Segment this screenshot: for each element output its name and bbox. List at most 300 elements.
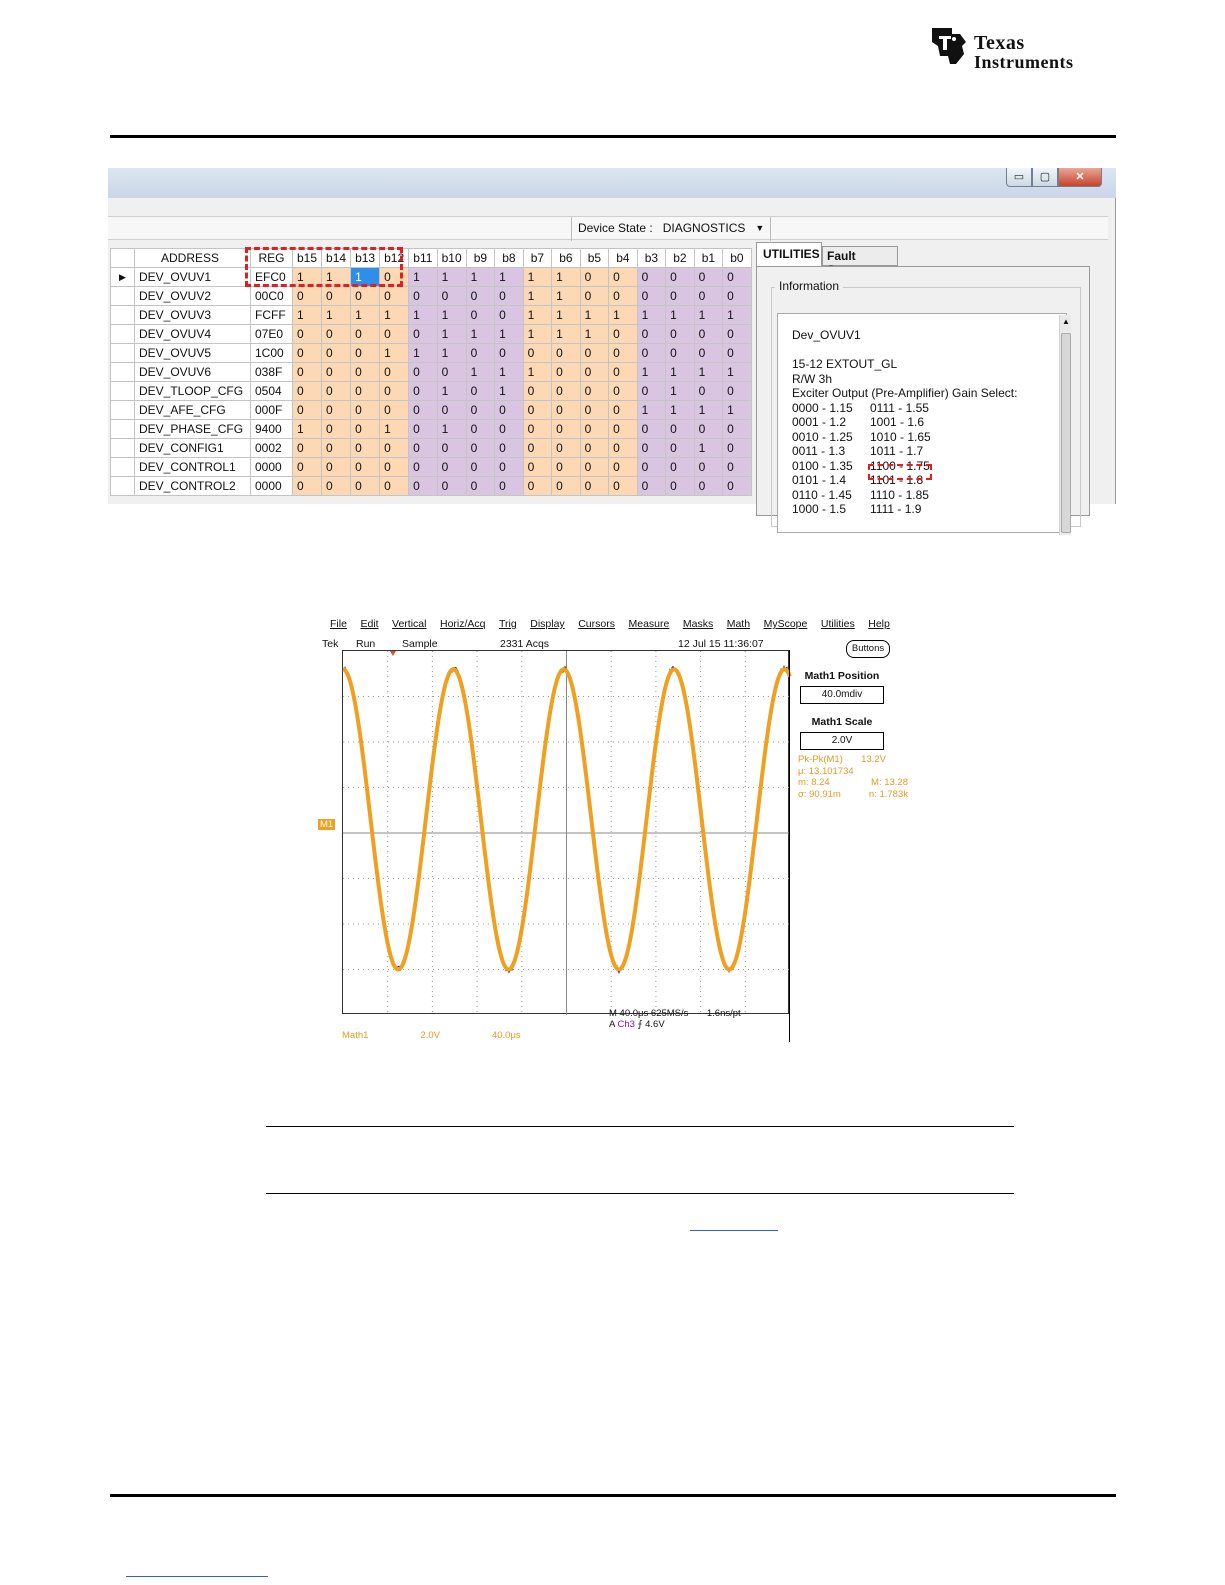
bit-cell[interactable]: 1 bbox=[552, 268, 581, 287]
grid-header-b10: b10 bbox=[437, 249, 466, 268]
bit-cell[interactable]: 0 bbox=[466, 344, 495, 363]
bit-cell[interactable]: 0 bbox=[694, 287, 723, 306]
bit-cell[interactable]: 0 bbox=[495, 439, 524, 458]
bit-cell[interactable]: 0 bbox=[580, 287, 609, 306]
bit-cell[interactable]: 1 bbox=[523, 287, 552, 306]
bit-cell[interactable]: 0 bbox=[666, 458, 695, 477]
bit-cell[interactable]: 0 bbox=[694, 458, 723, 477]
reg-value-cell[interactable]: 1C00 bbox=[251, 344, 293, 363]
bit-cell[interactable]: 0 bbox=[322, 439, 351, 458]
bit-cell[interactable]: 0 bbox=[580, 458, 609, 477]
bit-cell[interactable]: 0 bbox=[523, 344, 552, 363]
information-label: Information bbox=[775, 279, 843, 293]
grid-header-reg: REG bbox=[251, 249, 293, 268]
bit-cell[interactable]: 0 bbox=[723, 420, 752, 439]
bit-cell[interactable]: 0 bbox=[609, 363, 638, 382]
gain-row bbox=[792, 401, 1066, 416]
register-grid bbox=[110, 248, 752, 496]
gain-row bbox=[792, 502, 1066, 517]
bit-cell[interactable]: 0 bbox=[466, 477, 495, 496]
bit-cell[interactable]: 1 bbox=[637, 306, 666, 325]
bit-cell[interactable]: 0 bbox=[552, 382, 581, 401]
bit-cell[interactable]: 1 bbox=[637, 401, 666, 420]
bit-cell[interactable]: 0 bbox=[580, 382, 609, 401]
bit-cell[interactable]: 0 bbox=[637, 268, 666, 287]
row-selector[interactable] bbox=[111, 344, 135, 363]
reg-value-cell[interactable]: EFC0 bbox=[251, 268, 293, 287]
bit-cell[interactable]: 1 bbox=[694, 363, 723, 382]
bit-cell[interactable]: 1 bbox=[293, 268, 322, 287]
bit-cell[interactable]: 0 bbox=[666, 344, 695, 363]
bit-cell[interactable]: 0 bbox=[380, 458, 409, 477]
bit-cell[interactable]: 0 bbox=[437, 458, 466, 477]
bit-cell[interactable]: 1 bbox=[694, 306, 723, 325]
math-readout bbox=[342, 1030, 573, 1041]
bit-cell[interactable]: 0 bbox=[409, 458, 438, 477]
bit-cell[interactable]: 0 bbox=[293, 325, 322, 344]
bit-cell[interactable]: 0 bbox=[351, 325, 380, 344]
bit-cell[interactable]: 0 bbox=[637, 477, 666, 496]
bit-cell[interactable]: 1 bbox=[322, 306, 351, 325]
bit-cell[interactable]: 0 bbox=[523, 382, 552, 401]
bit-cell[interactable]: 0 bbox=[637, 382, 666, 401]
bit-cell[interactable]: 0 bbox=[666, 477, 695, 496]
math-position-control bbox=[792, 670, 892, 704]
bit-cell[interactable]: 0 bbox=[437, 477, 466, 496]
bit-cell[interactable]: 0 bbox=[437, 401, 466, 420]
bit-cell[interactable]: 1 bbox=[723, 306, 752, 325]
info-scrollbar[interactable] bbox=[1059, 315, 1071, 535]
bit-cell[interactable]: 1 bbox=[380, 420, 409, 439]
bit-cell[interactable]: 0 bbox=[666, 287, 695, 306]
bit-cell[interactable]: 0 bbox=[552, 401, 581, 420]
bit-cell[interactable]: 0 bbox=[466, 382, 495, 401]
bit-cell[interactable]: 0 bbox=[694, 325, 723, 344]
bit-cell[interactable]: 0 bbox=[322, 420, 351, 439]
scope-menu-utilities[interactable]: Utilities bbox=[820, 618, 855, 630]
mean-value: μ: 13.101734 bbox=[798, 765, 854, 777]
bit-cell[interactable]: 0 bbox=[723, 477, 752, 496]
bit-cell[interactable]: 0 bbox=[723, 325, 752, 344]
table-row[interactable] bbox=[111, 325, 752, 344]
bit-cell[interactable]: 0 bbox=[609, 344, 638, 363]
bit-cell[interactable]: 0 bbox=[293, 344, 322, 363]
bit-cell[interactable]: 0 bbox=[322, 401, 351, 420]
bit-cell[interactable]: 1 bbox=[409, 344, 438, 363]
bit-cell[interactable]: 1 bbox=[666, 382, 695, 401]
math-position-title: Math1 Position bbox=[804, 670, 880, 682]
bit-cell[interactable]: 0 bbox=[351, 344, 380, 363]
bit-cell[interactable]: 0 bbox=[409, 287, 438, 306]
note-rule-bottom bbox=[266, 1193, 1014, 1194]
bit-cell[interactable]: 0 bbox=[466, 306, 495, 325]
bit-cell[interactable]: 1 bbox=[609, 306, 638, 325]
bit-cell[interactable]: 1 bbox=[466, 268, 495, 287]
address-cell: DEV_TLOOP_CFG bbox=[135, 382, 251, 401]
bit-cell[interactable]: 0 bbox=[322, 287, 351, 306]
minimize-button[interactable]: ▭ bbox=[1006, 168, 1032, 187]
row-selector[interactable] bbox=[111, 420, 135, 439]
grid-header-b11: b11 bbox=[409, 249, 438, 268]
row-selector[interactable] bbox=[111, 363, 135, 382]
scope-menu-masks[interactable]: Masks bbox=[682, 618, 714, 630]
row-selector[interactable] bbox=[111, 439, 135, 458]
scope-menu-math[interactable]: Math bbox=[726, 618, 751, 630]
bit-cell[interactable]: 0 bbox=[723, 268, 752, 287]
bit-cell[interactable]: 1 bbox=[495, 325, 524, 344]
bit-cell[interactable]: 0 bbox=[637, 325, 666, 344]
bit-cell[interactable]: 0 bbox=[609, 401, 638, 420]
bit-cell[interactable]: 1 bbox=[552, 306, 581, 325]
bit-cell[interactable]: 0 bbox=[552, 420, 581, 439]
scope-menu-myscope[interactable]: MyScope bbox=[763, 618, 808, 630]
reg-value-cell[interactable]: 0000 bbox=[251, 458, 293, 477]
address-cell: DEV_PHASE_CFG bbox=[135, 420, 251, 439]
scroll-thumb[interactable] bbox=[1061, 333, 1071, 533]
bit-cell[interactable]: 1 bbox=[523, 306, 552, 325]
address-cell: DEV_OVUV2 bbox=[135, 287, 251, 306]
bit-cell[interactable]: 0 bbox=[523, 420, 552, 439]
address-cell: DEV_OVUV6 bbox=[135, 363, 251, 382]
bit-cell[interactable]: 1 bbox=[466, 325, 495, 344]
bit-cell[interactable]: 0 bbox=[723, 287, 752, 306]
row-selector[interactable] bbox=[111, 401, 135, 420]
bit-cell[interactable]: 0 bbox=[495, 344, 524, 363]
bit-cell[interactable]: 0 bbox=[409, 325, 438, 344]
scope-menu-help[interactable]: Help bbox=[868, 618, 890, 630]
hyperlink-underline[interactable] bbox=[690, 1230, 778, 1231]
math-position-input[interactable]: 40.0mdiv bbox=[800, 686, 884, 704]
bit-cell[interactable]: 0 bbox=[466, 420, 495, 439]
bit-cell[interactable]: 0 bbox=[437, 287, 466, 306]
ti-logo bbox=[926, 24, 1116, 74]
bit-cell[interactable]: 0 bbox=[351, 363, 380, 382]
scope-panel-divider bbox=[789, 650, 790, 1042]
bit-cell[interactable]: 0 bbox=[580, 344, 609, 363]
bit-cell[interactable]: 0 bbox=[351, 382, 380, 401]
reg-value-cell[interactable]: 0002 bbox=[251, 439, 293, 458]
table-row[interactable] bbox=[111, 420, 752, 439]
bit-cell[interactable]: 0 bbox=[609, 382, 638, 401]
gain-option-left: 0100 - 1.35 bbox=[792, 458, 853, 473]
reg-value-cell[interactable]: FCFF bbox=[251, 306, 293, 325]
table-row[interactable] bbox=[111, 306, 752, 325]
scope-menu-cursors[interactable]: Cursors bbox=[578, 618, 615, 630]
bit-cell[interactable]: 0 bbox=[322, 458, 351, 477]
row-pointer-icon[interactable]: ▶ bbox=[111, 268, 135, 287]
gain-row bbox=[792, 430, 1066, 445]
bit-cell[interactable]: 0 bbox=[609, 420, 638, 439]
table-row[interactable] bbox=[111, 401, 752, 420]
bit-cell[interactable]: 1 bbox=[666, 401, 695, 420]
bit-cell[interactable]: 0 bbox=[495, 458, 524, 477]
bit-cell[interactable]: 1 bbox=[351, 268, 380, 287]
bit-cell[interactable]: 0 bbox=[409, 477, 438, 496]
bit-cell[interactable]: 0 bbox=[609, 439, 638, 458]
bit-cell[interactable]: 0 bbox=[495, 477, 524, 496]
bit-cell[interactable]: 0 bbox=[409, 401, 438, 420]
reg-value-cell[interactable]: 000F bbox=[251, 401, 293, 420]
bit-cell[interactable]: 0 bbox=[723, 439, 752, 458]
bit-cell[interactable]: 0 bbox=[694, 420, 723, 439]
bit-cell[interactable]: 0 bbox=[351, 287, 380, 306]
bit-cell[interactable]: 0 bbox=[666, 325, 695, 344]
bit-cell[interactable]: 0 bbox=[637, 344, 666, 363]
table-row[interactable] bbox=[111, 382, 752, 401]
scope-menu-vertical[interactable]: Vertical bbox=[392, 618, 427, 630]
bit-cell[interactable]: 1 bbox=[409, 268, 438, 287]
bit-cell[interactable]: 0 bbox=[495, 287, 524, 306]
bit-cell[interactable]: 0 bbox=[466, 439, 495, 458]
toolbar bbox=[108, 216, 1108, 240]
info-title: Dev_OVUV1 bbox=[792, 328, 861, 342]
bit-cell[interactable]: 0 bbox=[409, 439, 438, 458]
gain-option-left: 0101 - 1.4 bbox=[792, 473, 847, 487]
bit-cell[interactable]: 0 bbox=[380, 439, 409, 458]
bit-cell[interactable]: 0 bbox=[609, 268, 638, 287]
bit-cell[interactable]: 1 bbox=[694, 439, 723, 458]
scope-menu-horizacq[interactable]: Horiz/Acq bbox=[440, 618, 486, 630]
table-row[interactable] bbox=[111, 287, 752, 306]
bit-cell[interactable]: 0 bbox=[322, 325, 351, 344]
bit-cell[interactable]: 0 bbox=[523, 458, 552, 477]
gain-option-right: 1100 - 1.75 bbox=[870, 458, 930, 473]
reg-value-cell[interactable]: 0000 bbox=[251, 477, 293, 496]
gain-option-right: 1110 - 1.85 bbox=[870, 487, 929, 502]
bit-cell[interactable]: 0 bbox=[322, 477, 351, 496]
bit-cell[interactable]: 0 bbox=[293, 401, 322, 420]
bit-cell[interactable]: 1 bbox=[495, 268, 524, 287]
m1-marker: M1 bbox=[320, 819, 334, 830]
bit-cell[interactable]: 0 bbox=[552, 363, 581, 382]
bit-cell[interactable]: 0 bbox=[409, 382, 438, 401]
row-selector[interactable] bbox=[111, 458, 135, 477]
bit-cell[interactable]: 0 bbox=[666, 268, 695, 287]
count-value: n: 1.783k bbox=[868, 788, 908, 800]
bit-cell[interactable]: 1 bbox=[380, 344, 409, 363]
bit-cell[interactable]: 1 bbox=[437, 344, 466, 363]
row-selector[interactable] bbox=[111, 382, 135, 401]
bit-cell[interactable]: 1 bbox=[409, 306, 438, 325]
bit-cell[interactable]: 1 bbox=[437, 325, 466, 344]
bit-cell[interactable]: 0 bbox=[380, 325, 409, 344]
row-selector[interactable] bbox=[111, 306, 135, 325]
scope-menu-file[interactable]: File bbox=[330, 618, 347, 630]
bit-cell[interactable]: 1 bbox=[552, 325, 581, 344]
bit-cell[interactable]: 0 bbox=[409, 363, 438, 382]
bit-cell[interactable]: 0 bbox=[380, 477, 409, 496]
bit-cell[interactable]: 0 bbox=[523, 401, 552, 420]
header-rule bbox=[110, 135, 1116, 138]
bit-cell[interactable]: 0 bbox=[609, 458, 638, 477]
reg-value-cell[interactable]: 0504 bbox=[251, 382, 293, 401]
address-cell: DEV_CONTROL1 bbox=[135, 458, 251, 477]
bit-cell[interactable]: 0 bbox=[637, 287, 666, 306]
note-rule-top bbox=[266, 1126, 1014, 1127]
bit-cell[interactable]: 1 bbox=[637, 363, 666, 382]
bit-cell[interactable]: 1 bbox=[437, 382, 466, 401]
scope-menu-measure[interactable]: Measure bbox=[628, 618, 670, 630]
bit-cell[interactable]: 0 bbox=[666, 420, 695, 439]
bit-cell[interactable]: 0 bbox=[723, 344, 752, 363]
scope-datetime: 12 Jul 15 11:36:07 bbox=[678, 638, 764, 650]
bit-cell[interactable]: 0 bbox=[380, 287, 409, 306]
bit-cell[interactable]: 0 bbox=[552, 477, 581, 496]
bit-cell[interactable]: 0 bbox=[380, 268, 409, 287]
bit-cell[interactable]: 0 bbox=[293, 287, 322, 306]
buttons-toggle[interactable]: Buttons bbox=[846, 640, 890, 658]
info-field: 15-12 EXTOUT_GL bbox=[792, 357, 898, 371]
scope-brand: Tek bbox=[322, 638, 339, 650]
table-row[interactable] bbox=[111, 477, 752, 496]
bit-cell[interactable]: 0 bbox=[293, 458, 322, 477]
scroll-up-icon[interactable]: ▲ bbox=[1062, 317, 1070, 326]
table-row[interactable] bbox=[111, 363, 752, 382]
bit-cell[interactable]: 0 bbox=[637, 458, 666, 477]
close-button[interactable]: ✕ bbox=[1058, 168, 1102, 187]
bit-cell[interactable]: 1 bbox=[495, 382, 524, 401]
tab-fault-status[interactable]: Fault bbox=[822, 246, 898, 266]
bit-cell[interactable]: 0 bbox=[466, 401, 495, 420]
bit-cell[interactable]: 0 bbox=[293, 439, 322, 458]
bit-cell[interactable]: 1 bbox=[351, 306, 380, 325]
bit-cell[interactable]: 0 bbox=[609, 325, 638, 344]
bit-cell[interactable]: 0 bbox=[694, 477, 723, 496]
bit-cell[interactable]: 0 bbox=[409, 420, 438, 439]
bit-cell[interactable]: 0 bbox=[637, 439, 666, 458]
bit-cell[interactable]: 0 bbox=[322, 344, 351, 363]
min-value: m: 8.24 bbox=[798, 777, 830, 788]
bit-cell[interactable]: 0 bbox=[580, 439, 609, 458]
bit-cell[interactable]: 1 bbox=[293, 306, 322, 325]
bit-cell[interactable]: 0 bbox=[552, 439, 581, 458]
bit-cell[interactable]: 0 bbox=[495, 306, 524, 325]
bit-cell[interactable]: 1 bbox=[666, 363, 695, 382]
row-selector[interactable] bbox=[111, 477, 135, 496]
bit-cell[interactable]: 0 bbox=[466, 458, 495, 477]
bit-cell[interactable]: 0 bbox=[637, 420, 666, 439]
table-row[interactable] bbox=[111, 268, 752, 287]
bit-cell[interactable]: 1 bbox=[293, 420, 322, 439]
bit-cell[interactable]: 0 bbox=[380, 363, 409, 382]
bit-cell[interactable]: 0 bbox=[437, 439, 466, 458]
bit-cell[interactable]: 0 bbox=[293, 363, 322, 382]
bit-cell[interactable]: 0 bbox=[552, 344, 581, 363]
bit-cell[interactable]: 0 bbox=[495, 401, 524, 420]
bit-cell[interactable]: 1 bbox=[723, 363, 752, 382]
scope-menu-display[interactable]: Display bbox=[530, 618, 565, 630]
bit-cell[interactable]: 0 bbox=[380, 401, 409, 420]
bit-cell[interactable]: 0 bbox=[322, 382, 351, 401]
reg-value-cell[interactable]: 038F bbox=[251, 363, 293, 382]
math-scale-input[interactable]: 2.0V bbox=[800, 732, 884, 750]
tab-utilities[interactable]: UTILITIES bbox=[756, 242, 822, 266]
gain-option-right: 1111 - 1.9 bbox=[870, 502, 922, 516]
bit-cell[interactable]: 0 bbox=[351, 420, 380, 439]
bit-cell[interactable]: 0 bbox=[580, 477, 609, 496]
bit-cell[interactable]: 1 bbox=[523, 325, 552, 344]
bit-cell[interactable]: 0 bbox=[694, 344, 723, 363]
trigger-level: ⨍ 4.6V bbox=[637, 1019, 665, 1030]
bit-cell[interactable]: 0 bbox=[552, 458, 581, 477]
bit-cell[interactable]: 0 bbox=[580, 420, 609, 439]
bit-cell[interactable]: 0 bbox=[380, 382, 409, 401]
grid-header-b3: b3 bbox=[637, 249, 666, 268]
table-row[interactable] bbox=[111, 439, 752, 458]
bit-cell[interactable]: 1 bbox=[580, 325, 609, 344]
bit-cell[interactable]: 0 bbox=[666, 439, 695, 458]
bit-cell[interactable]: 0 bbox=[580, 363, 609, 382]
bit-cell[interactable]: 1 bbox=[380, 306, 409, 325]
bit-cell[interactable]: 1 bbox=[523, 363, 552, 382]
bit-cell[interactable]: 0 bbox=[322, 363, 351, 382]
bit-cell[interactable]: 1 bbox=[437, 306, 466, 325]
utilities-panel bbox=[754, 240, 1116, 516]
scope-menu-trig[interactable]: Trig bbox=[499, 618, 517, 630]
reg-value-cell[interactable]: 00C0 bbox=[251, 287, 293, 306]
bit-cell[interactable]: 0 bbox=[609, 287, 638, 306]
reg-value-cell[interactable]: 07E0 bbox=[251, 325, 293, 344]
bit-cell[interactable]: 1 bbox=[552, 287, 581, 306]
bit-cell[interactable]: 1 bbox=[437, 268, 466, 287]
footer-link-underline[interactable] bbox=[126, 1576, 268, 1577]
bit-cell[interactable]: 1 bbox=[723, 401, 752, 420]
grid-header-row bbox=[111, 249, 752, 268]
maximize-button[interactable]: ▢ bbox=[1032, 168, 1058, 187]
oscilloscope-screen bbox=[320, 612, 908, 1048]
bit-cell[interactable]: 0 bbox=[694, 268, 723, 287]
bit-cell[interactable]: 1 bbox=[495, 363, 524, 382]
bit-cell[interactable]: 0 bbox=[495, 420, 524, 439]
bit-cell[interactable]: 0 bbox=[609, 477, 638, 496]
bit-cell[interactable]: 0 bbox=[523, 439, 552, 458]
bit-cell[interactable]: 1 bbox=[580, 306, 609, 325]
stddev-value: σ: 90.91m bbox=[798, 788, 841, 800]
bit-cell[interactable]: 0 bbox=[694, 382, 723, 401]
scope-menu-edit[interactable]: Edit bbox=[360, 618, 379, 630]
bit-cell[interactable]: 1 bbox=[523, 268, 552, 287]
bit-cell[interactable]: 1 bbox=[322, 268, 351, 287]
bit-cell[interactable]: 0 bbox=[723, 382, 752, 401]
bit-cell[interactable]: 0 bbox=[293, 477, 322, 496]
bit-cell[interactable]: 1 bbox=[466, 363, 495, 382]
bit-cell[interactable]: 0 bbox=[466, 287, 495, 306]
bit-cell[interactable]: 0 bbox=[351, 439, 380, 458]
bit-cell[interactable]: 0 bbox=[580, 268, 609, 287]
device-state-dropdown[interactable] bbox=[571, 217, 771, 241]
bit-cell[interactable]: 0 bbox=[351, 458, 380, 477]
bit-cell[interactable]: 1 bbox=[666, 306, 695, 325]
math-scale-title: Math1 Scale bbox=[811, 716, 873, 728]
table-row[interactable] bbox=[111, 344, 752, 363]
bit-cell[interactable]: 1 bbox=[694, 401, 723, 420]
row-selector[interactable] bbox=[111, 287, 135, 306]
row-selector[interactable] bbox=[111, 325, 135, 344]
bit-cell[interactable]: 0 bbox=[523, 477, 552, 496]
bit-cell[interactable]: 0 bbox=[437, 363, 466, 382]
gain-option-right: 0111 - 1.55 bbox=[870, 400, 929, 415]
bit-cell[interactable]: 0 bbox=[351, 477, 380, 496]
bit-cell[interactable]: 0 bbox=[351, 401, 380, 420]
table-row[interactable] bbox=[111, 458, 752, 477]
math-label: Math1 bbox=[342, 1030, 369, 1041]
gain-option-right: 1001 - 1.6 bbox=[870, 415, 925, 429]
bit-cell[interactable]: 0 bbox=[580, 401, 609, 420]
bit-cell[interactable]: 0 bbox=[723, 458, 752, 477]
reg-value-cell[interactable]: 9400 bbox=[251, 420, 293, 439]
bit-cell[interactable]: 0 bbox=[293, 382, 322, 401]
bit-cell[interactable]: 1 bbox=[437, 420, 466, 439]
